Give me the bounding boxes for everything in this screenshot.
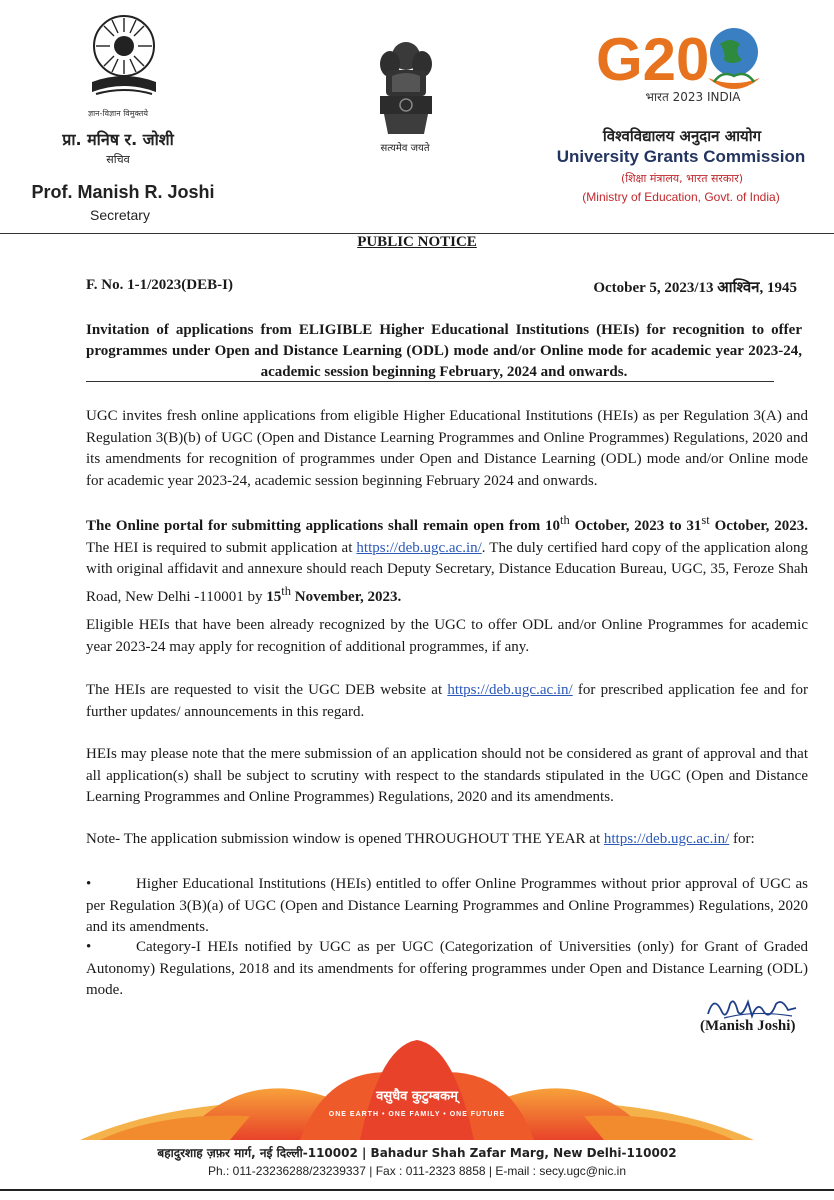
list-item — [86, 874, 808, 939]
paragraph-invitation: UGC invites fresh online applications from eligible Higher Educational Institutions (HEIs) as per Regulation 3(A) and Regulation 3(B)(b) of UGC (Open and Distance Learning Programmes and Online Programmes) Regulations, 2020 and its amendments for recognition of programmes under Open and Distance Learning (ODL) mode and/or Online mode for academic year 2023-24, academic session beginning February 2024 and onwards. — [86, 408, 808, 489]
bullet-marker: • — [86, 876, 92, 892]
paragraph-note — [86, 829, 808, 851]
sup-b: st — [701, 513, 710, 527]
deb-website-link[interactable]: https://deb.ugc.ac.in/ — [447, 682, 573, 698]
note-text-a: Note- The application submission window is opened THROUGHOUT THE YEAR at — [86, 831, 604, 847]
ugc-logo — [88, 12, 160, 102]
footer-divider — [0, 1189, 834, 1191]
g20-tagline: भारत 2023 INDIA — [645, 90, 741, 104]
bullet-marker: • — [86, 939, 92, 955]
bullet-text: Category-I HEIs notified by UGC as per UGC (Categorization of Universities (only) for Grant of Graded Autonomy) Regulations, 2018 and its amendments for offering programmes under Open and Distance Learning (ODL) mode. — [86, 939, 808, 998]
ministry-hindi: (शिक्षा मंत्रालय, भारत सरकार) — [620, 172, 744, 185]
notice-date: October 5, 2023/13 आश्विन, 1945 — [593, 280, 797, 296]
national-emblem-icon — [374, 36, 438, 140]
satyameva-jayate: सत्यमेव जयते — [380, 143, 430, 154]
g20-mark: G20 — [596, 26, 710, 93]
paragraph-additional-programmes: Eligible HEIs that have been already recognized by the UGC to offer ODL and/or Online Programmes for academic year 2023-24 may apply for recognition of additional programmes, if any. — [86, 617, 808, 655]
ministry-english: (Ministry of Education, Govt. of India) — [582, 190, 780, 204]
notice-title: PUBLIC NOTICE — [357, 234, 477, 250]
list-item — [86, 937, 808, 1002]
paragraph-scrutiny: HEIs may please note that the mere submission of an application should not be considered as grant of approval and that all application(s) shall be subject to scrutiny with respect to the standards stipulated in the UGC (Open and Distance Learning Programmes and Online Programmes) Regulations, 2020 and its amendments. — [86, 746, 808, 805]
footer-contact: Ph.: 011-23236288/23239337 | Fax : 011-2323 8858 | E-mail : secy.ugc@nic.in — [207, 1164, 626, 1178]
deadline-bold-d: 15 — [266, 588, 282, 605]
portal-text-b: . The duly certified hard copy of the application along with original affidavit and annexure should reach Deputy Secretary, Distance Education Bureau, UGC, 35, Feroze Shah Road, New Delhi -110001 by — [86, 539, 808, 605]
bullet-text: Higher Educational Institutions (HEIs) entitled to offer Online Programmes without prior approval of UGC as per Regulation 3(B)(a) of UGC (Open and Distance Learning Programmes and Online Programmes) Regulations, 2020 and its amendments. — [86, 876, 808, 935]
vasudhaiva-kutumbakam: वसुधैव कुटुम्बकम् — [376, 1089, 458, 1104]
footer-address: बहादुरशाह ज़फ़र मार्ग, नई दिल्ली-110002 | Bahadur Shah Zafar Marg, New Delhi-110002 — [157, 1146, 677, 1160]
org-name-hindi: विश्वविद्यालय अनुदान आयोग — [602, 127, 762, 145]
deadline-bold-e: November, 2023. — [290, 588, 402, 605]
deb-note-link[interactable]: https://deb.ugc.ac.in/ — [603, 831, 730, 847]
notice-subject: Invitation of applications from ELIGIBLE Higher Educational Institutions (HEIs) for recognition to offer programmes under Open and Distance Learning (ODL) mode and/or Online mode for academic year 2023-24, academic session beginning February, 2024 and onwards. — [86, 322, 802, 380]
g20-slogan: ONE EARTH • ONE FAMILY • ONE FUTURE — [328, 1111, 506, 1118]
secretary-name-hindi: प्रा. मनिष र. जोशी — [62, 130, 174, 149]
portal-dates-bold-b: October, 2023 to 31 — [569, 518, 702, 534]
secretary-title-hindi: सचिव — [106, 153, 130, 166]
org-name: University Grants Commission — [556, 147, 806, 166]
website-text-b: for prescribed application fee and for further updates/ announcements in this regard. — [86, 682, 808, 720]
ugc-motto-hindi: ज्ञान-विज्ञान विमुक्तये — [87, 109, 149, 118]
sup-d: th — [281, 583, 291, 598]
note-text-b: for: — [729, 831, 755, 847]
paragraph-portal-dates — [86, 510, 808, 608]
secretary-title: Secretary — [90, 207, 150, 223]
portal-dates-bold-c: October, 2023. — [709, 518, 808, 534]
paragraph-website — [86, 680, 808, 723]
file-number: F. No. 1-1/2023(DEB-I) — [86, 277, 233, 293]
portal-text-a: The HEI is required to submit application at — [86, 539, 357, 556]
signer-name: (Manish Joshi) — [700, 1018, 796, 1034]
portal-dates-bold-a: The Online portal for submitting applications shall remain open from 10 — [86, 518, 561, 534]
sup-a: th — [560, 513, 570, 527]
deb-portal-link[interactable]: https://deb.ugc.ac.in/ — [356, 539, 482, 556]
website-text-a: The HEIs are requested to visit the UGC DEB website at — [86, 682, 448, 698]
secretary-name: Prof. Manish R. Joshi — [31, 182, 215, 202]
subject-underline — [86, 381, 774, 382]
